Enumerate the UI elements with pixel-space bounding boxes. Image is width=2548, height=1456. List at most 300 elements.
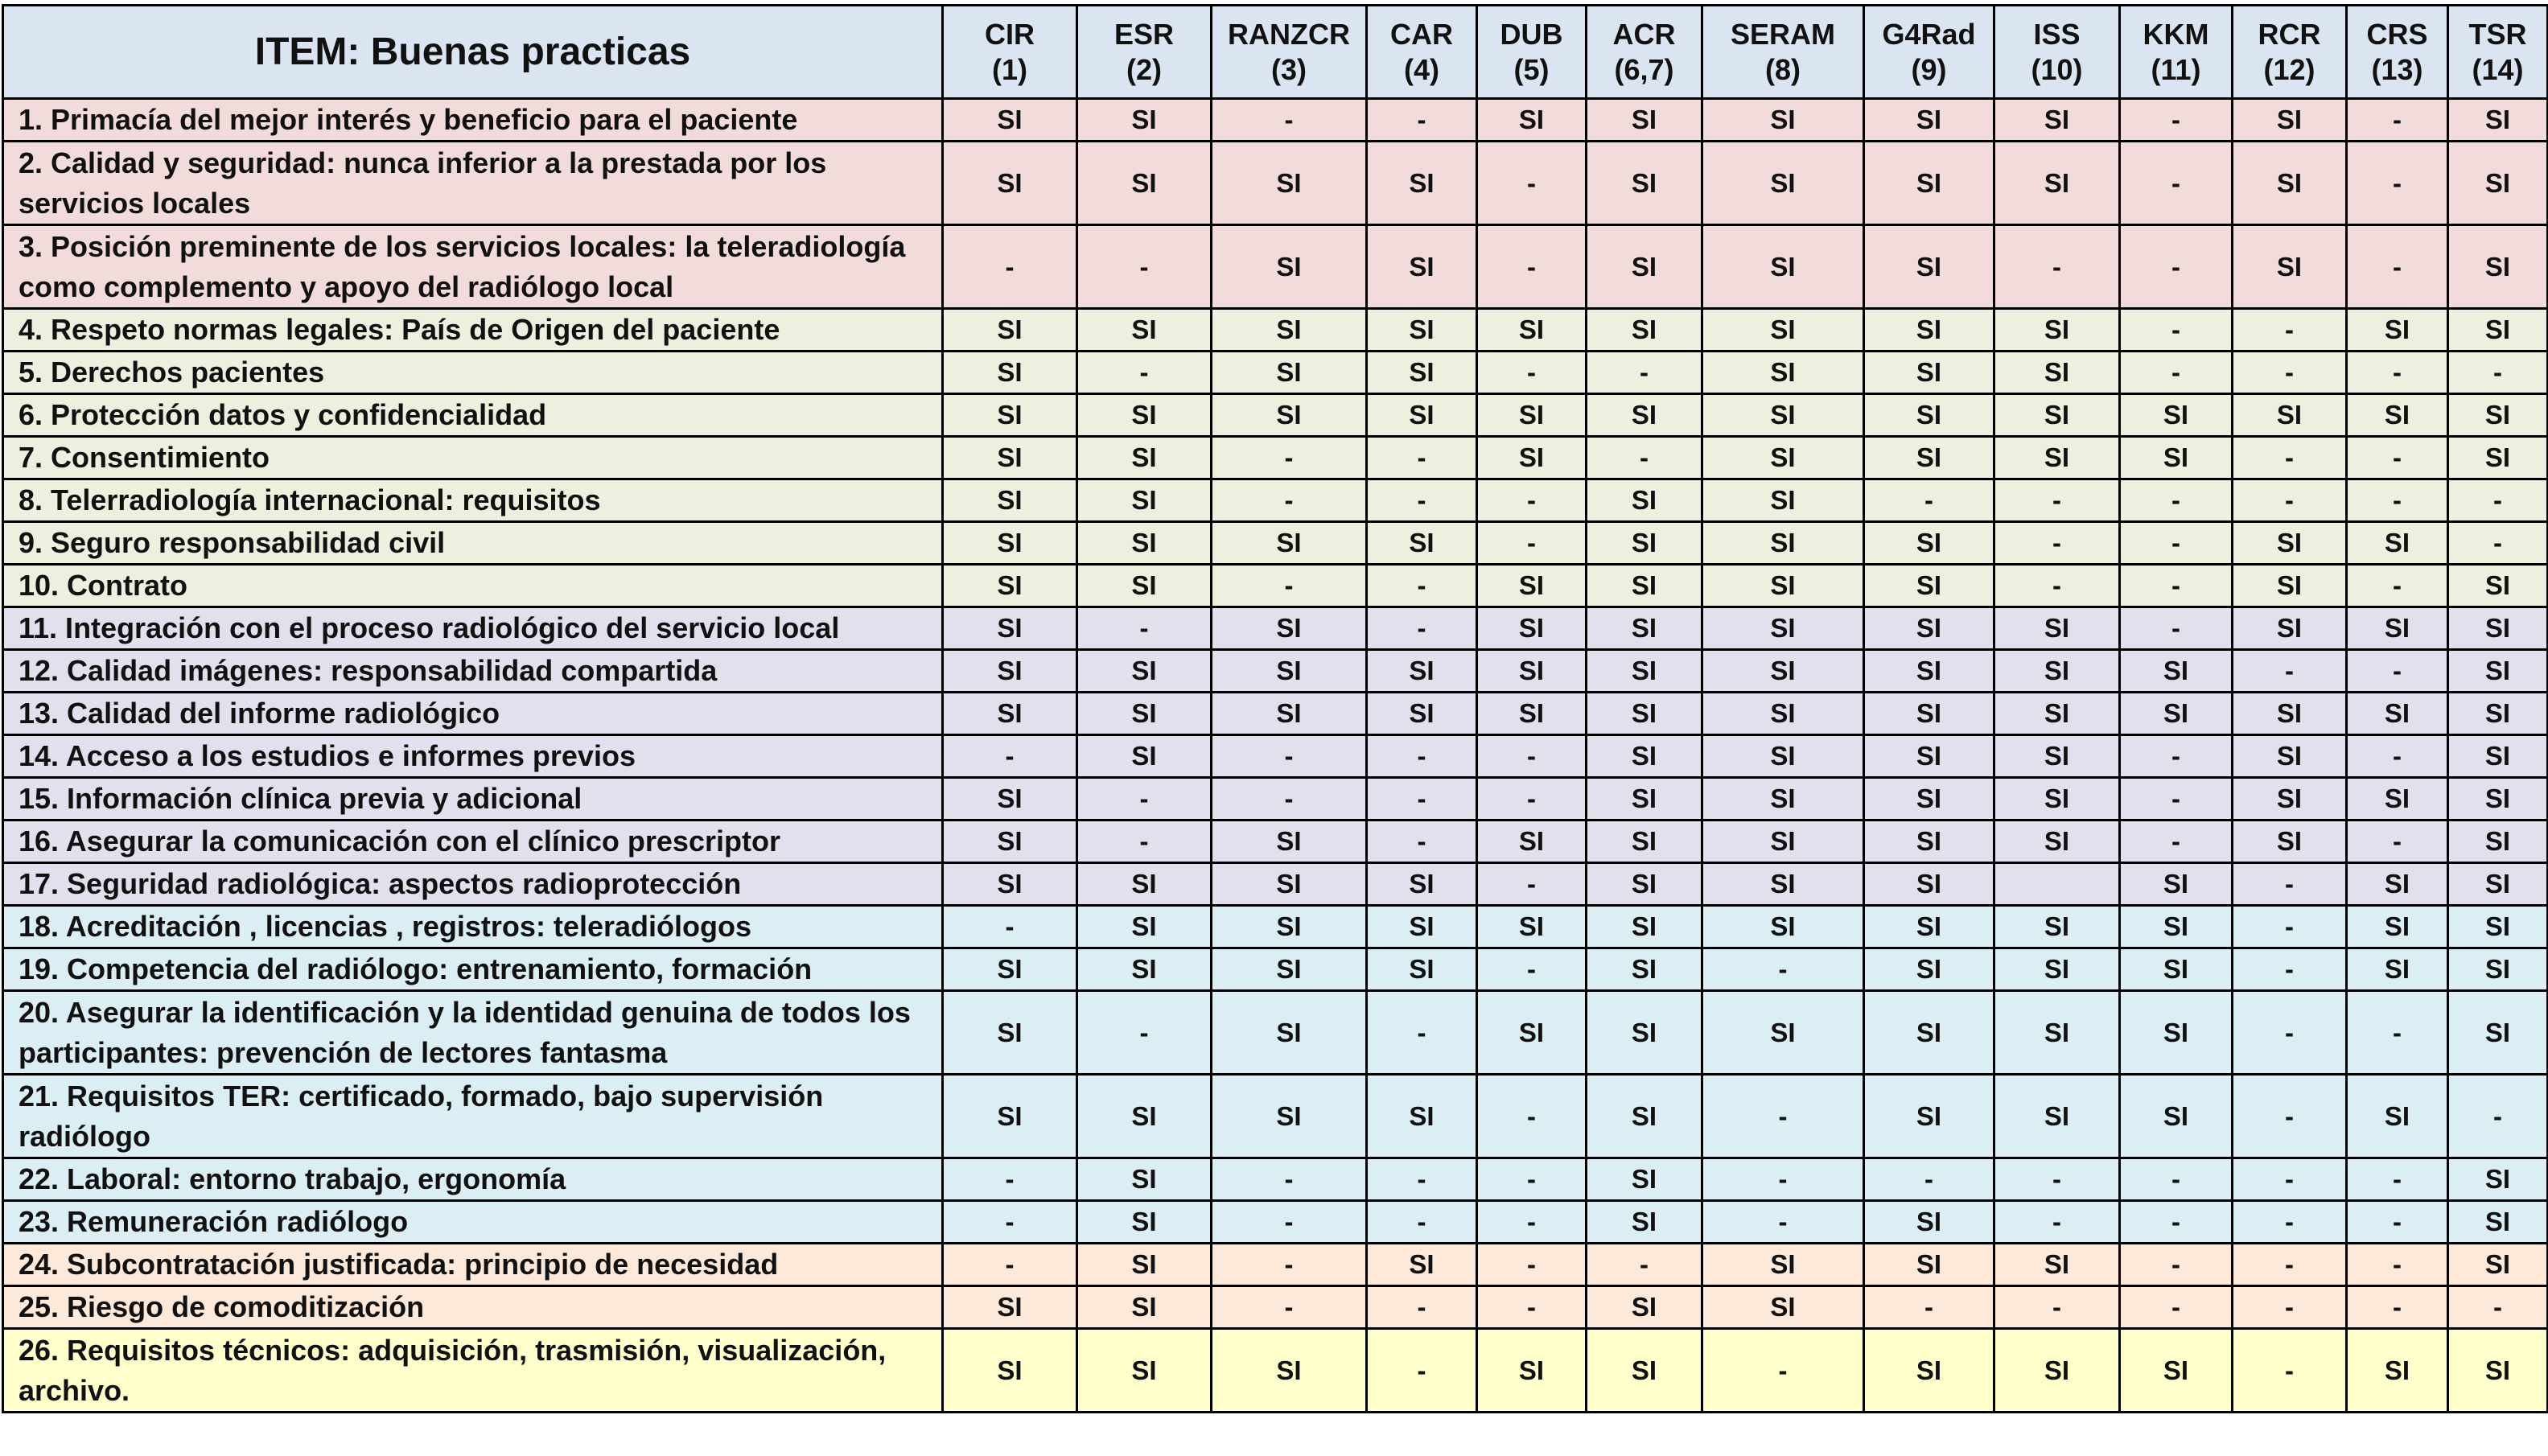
cell-g4rad: SI [1864,735,1994,778]
cell-dub: SI [1477,650,1587,693]
cell-ranzcr: SI [1212,693,1367,735]
cell-crs: SI [2347,522,2448,565]
cell-car: SI [1367,1244,1477,1286]
cell-crs: SI [2347,863,2448,906]
cell-crs: - [2347,225,2448,309]
cell-ranzcr: - [1212,99,1367,142]
cell-kkm: - [2120,821,2233,863]
cell-kkm: - [2120,1286,2233,1329]
cell-crs: - [2347,735,2448,778]
cell-kkm: SI [2120,906,2233,948]
table-row [3,1075,2548,1158]
cell-dub: SI [1477,437,1587,479]
cell-crs: - [2347,821,2448,863]
cell-rcr: - [2233,479,2347,522]
cell-iss: SI [1994,142,2120,225]
practices-table [2,4,2548,1413]
cell-tsr: SI [2448,142,2548,225]
cell-acr: SI [1587,778,1702,821]
column-header-dub [1477,6,1587,99]
cell-g4rad: SI [1864,778,1994,821]
cell-crs: SI [2347,778,2448,821]
cell-ranzcr: SI [1212,906,1367,948]
cell-seram: SI [1702,394,1864,437]
table-row [3,522,2548,565]
cell-esr: SI [1077,906,1212,948]
cell-esr: SI [1077,1329,1212,1413]
cell-seram: SI [1702,1244,1864,1286]
cell-dub: - [1477,1244,1587,1286]
cell-crs: SI [2347,693,2448,735]
cell-esr: SI [1077,1158,1212,1201]
cell-tsr: SI [2448,1201,2548,1244]
cell-rcr: SI [2233,607,2347,650]
cell-rcr: - [2233,309,2347,352]
cell-car: SI [1367,906,1477,948]
cell-g4rad: - [1864,1158,1994,1201]
table-row [3,906,2548,948]
cell-rcr: - [2233,650,2347,693]
item-label: 8. Telerradiología internacional: requisitos [3,479,943,522]
cell-kkm: - [2120,735,2233,778]
table-row [3,142,2548,225]
cell-kkm: SI [2120,650,2233,693]
item-label: 16. Asegurar la comunicación con el clínico prescriptor [3,821,943,863]
item-label: 25. Riesgo de comoditización [3,1286,943,1329]
cell-g4rad: SI [1864,394,1994,437]
cell-dub: - [1477,522,1587,565]
column-ref: (14) [2472,52,2524,86]
cell-car: - [1367,1201,1477,1244]
item-label: 7. Consentimiento [3,437,943,479]
item-label: 22. Laboral: entorno trabajo, ergonomía [3,1158,943,1201]
cell-rcr: - [2233,1286,2347,1329]
cell-tsr: SI [2448,906,2548,948]
cell-kkm: - [2120,1201,2233,1244]
cell-esr: SI [1077,437,1212,479]
cell-crs: - [2347,142,2448,225]
cell-rcr: SI [2233,821,2347,863]
cell-esr: SI [1077,142,1212,225]
column-name: CAR [1390,17,1453,51]
cell-esr: SI [1077,522,1212,565]
cell-car: SI [1367,1075,1477,1158]
cell-iss: - [1994,479,2120,522]
column-ref: (11) [2151,52,2201,86]
cell-seram: SI [1702,142,1864,225]
column-name: RCR [2258,17,2321,51]
cell-car: - [1367,565,1477,607]
cell-cir: SI [943,437,1077,479]
cell-acr: SI [1587,607,1702,650]
cell-seram: - [1702,948,1864,991]
cell-crs: - [2347,352,2448,394]
cell-seram: SI [1702,735,1864,778]
cell-car: - [1367,1158,1477,1201]
cell-tsr: SI [2448,607,2548,650]
cell-ranzcr: - [1212,1158,1367,1201]
item-label: 21. Requisitos TER: certificado, formado, bajo supervisión radiólogo [3,1075,943,1158]
cell-crs: - [2347,1244,2448,1286]
column-name: DUB [1500,17,1563,51]
cell-iss: SI [1994,778,2120,821]
cell-ranzcr: SI [1212,309,1367,352]
cell-dub: - [1477,735,1587,778]
cell-dub: SI [1477,1329,1587,1413]
cell-cir: SI [943,309,1077,352]
cell-car: - [1367,735,1477,778]
cell-kkm: SI [2120,948,2233,991]
cell-crs: SI [2347,309,2448,352]
cell-tsr: SI [2448,863,2548,906]
cell-kkm: - [2120,309,2233,352]
cell-tsr: - [2448,522,2548,565]
cell-seram: SI [1702,778,1864,821]
cell-crs: SI [2347,906,2448,948]
cell-esr: SI [1077,565,1212,607]
cell-g4rad: - [1864,1286,1994,1329]
cell-ranzcr: - [1212,735,1367,778]
cell-cir: - [943,1201,1077,1244]
column-header-ranzcr [1212,6,1367,99]
cell-car: SI [1367,309,1477,352]
cell-kkm: - [2120,607,2233,650]
table-row [3,352,2548,394]
cell-acr: SI [1587,863,1702,906]
cell-kkm: SI [2120,394,2233,437]
cell-ranzcr: SI [1212,225,1367,309]
cell-dub: SI [1477,821,1587,863]
cell-ranzcr: SI [1212,607,1367,650]
cell-car: - [1367,437,1477,479]
cell-ranzcr: - [1212,1244,1367,1286]
cell-car: - [1367,479,1477,522]
cell-cir: SI [943,352,1077,394]
cell-esr: SI [1077,1201,1212,1244]
cell-g4rad: SI [1864,437,1994,479]
cell-acr: SI [1587,565,1702,607]
cell-dub: SI [1477,99,1587,142]
cell-ranzcr: - [1212,778,1367,821]
cell-acr: SI [1587,1286,1702,1329]
cell-acr: SI [1587,479,1702,522]
cell-esr: SI [1077,693,1212,735]
cell-car: SI [1367,394,1477,437]
cell-car: SI [1367,522,1477,565]
cell-dub: - [1477,863,1587,906]
table-row [3,821,2548,863]
cell-tsr: SI [2448,821,2548,863]
column-ref: (10) [2031,52,2083,86]
cell-dub: - [1477,1201,1587,1244]
column-header-rcr [2233,6,2347,99]
cell-tsr: SI [2448,693,2548,735]
cell-cir: SI [943,99,1077,142]
cell-kkm: - [2120,225,2233,309]
cell-crs: - [2347,1158,2448,1201]
table-row [3,948,2548,991]
cell-tsr: SI [2448,1329,2548,1413]
cell-rcr: - [2233,948,2347,991]
cell-esr: - [1077,352,1212,394]
cell-esr: SI [1077,1286,1212,1329]
cell-seram: SI [1702,693,1864,735]
cell-iss: SI [1994,1244,2120,1286]
cell-cir: SI [943,948,1077,991]
practices-table-container [2,4,2546,1413]
cell-dub: - [1477,225,1587,309]
cell-iss: SI [1994,948,2120,991]
table-row [3,1201,2548,1244]
cell-crs: - [2347,479,2448,522]
item-label: 6. Protección datos y confidencialidad [3,394,943,437]
cell-cir: SI [943,1329,1077,1413]
cell-g4rad: SI [1864,991,1994,1075]
cell-car: - [1367,1286,1477,1329]
column-ref: (13) [2371,52,2423,86]
table-row [3,778,2548,821]
cell-g4rad: SI [1864,863,1994,906]
cell-kkm: - [2120,565,2233,607]
cell-acr: SI [1587,142,1702,225]
cell-esr: SI [1077,650,1212,693]
cell-kkm: - [2120,99,2233,142]
cell-car: SI [1367,948,1477,991]
cell-tsr: SI [2448,565,2548,607]
cell-rcr: SI [2233,394,2347,437]
cell-cir: SI [943,650,1077,693]
table-row [3,1244,2548,1286]
cell-ranzcr: SI [1212,394,1367,437]
cell-seram: SI [1702,309,1864,352]
cell-iss: SI [1994,607,2120,650]
column-name: CRS [2366,17,2428,51]
cell-g4rad: SI [1864,693,1994,735]
cell-acr: SI [1587,821,1702,863]
cell-cir: - [943,1244,1077,1286]
item-label: 3. Posición preminente de los servicios locales: la teleradiología como complemento y apoyo del radiólogo local [3,225,943,309]
column-name: KKM [2143,17,2209,51]
cell-tsr: SI [2448,948,2548,991]
cell-esr: SI [1077,1075,1212,1158]
cell-rcr: SI [2233,225,2347,309]
item-label: 4. Respeto normas legales: País de Origen del paciente [3,309,943,352]
cell-cir: SI [943,479,1077,522]
cell-g4rad: SI [1864,225,1994,309]
cell-iss: - [1994,225,2120,309]
cell-esr: SI [1077,948,1212,991]
cell-kkm: - [2120,522,2233,565]
cell-acr: SI [1587,522,1702,565]
cell-car: - [1367,821,1477,863]
item-label: 11. Integración con el proceso radiológico del servicio local [3,607,943,650]
cell-cir: - [943,1158,1077,1201]
column-name: G4Rad [1882,17,1976,51]
cell-esr: - [1077,225,1212,309]
cell-g4rad: SI [1864,1244,1994,1286]
cell-g4rad: SI [1864,142,1994,225]
cell-tsr: SI [2448,394,2548,437]
cell-cir: SI [943,1075,1077,1158]
cell-car: - [1367,607,1477,650]
cell-acr: SI [1587,906,1702,948]
cell-g4rad: SI [1864,607,1994,650]
column-header-esr [1077,6,1212,99]
cell-rcr: SI [2233,735,2347,778]
cell-kkm: - [2120,479,2233,522]
cell-cir: SI [943,1286,1077,1329]
cell-crs: - [2347,437,2448,479]
item-label: 5. Derechos pacientes [3,352,943,394]
cell-kkm: - [2120,778,2233,821]
cell-ranzcr: SI [1212,948,1367,991]
cell-acr: SI [1587,650,1702,693]
cell-acr: SI [1587,1158,1702,1201]
cell-tsr: SI [2448,309,2548,352]
cell-ranzcr: - [1212,479,1367,522]
cell-acr: SI [1587,948,1702,991]
cell-kkm: SI [2120,437,2233,479]
cell-ranzcr: - [1212,1286,1367,1329]
cell-acr: SI [1587,99,1702,142]
item-label: 10. Contrato [3,565,943,607]
column-header-cir [943,6,1077,99]
cell-esr: SI [1077,863,1212,906]
item-label: 15. Información clínica previa y adicional [3,778,943,821]
cell-ranzcr: - [1212,437,1367,479]
cell-kkm: - [2120,142,2233,225]
cell-cir: SI [943,778,1077,821]
cell-dub: - [1477,142,1587,225]
table-row [3,225,2548,309]
cell-kkm: SI [2120,1075,2233,1158]
column-name: ISS [2033,17,2081,51]
cell-esr: SI [1077,394,1212,437]
cell-acr: - [1587,437,1702,479]
table-row [3,735,2548,778]
cell-ranzcr: - [1212,565,1367,607]
cell-rcr: - [2233,863,2347,906]
cell-g4rad: SI [1864,522,1994,565]
table-row [3,693,2548,735]
cell-seram: SI [1702,99,1864,142]
cell-dub: - [1477,1075,1587,1158]
cell-g4rad: SI [1864,948,1994,991]
cell-acr: SI [1587,1075,1702,1158]
cell-crs: - [2347,650,2448,693]
cell-iss: SI [1994,1075,2120,1158]
cell-cir: SI [943,863,1077,906]
cell-ranzcr: SI [1212,991,1367,1075]
cell-dub: SI [1477,693,1587,735]
cell-tsr: - [2448,1286,2548,1329]
table-row [3,991,2548,1075]
cell-tsr: SI [2448,778,2548,821]
cell-dub: - [1477,1158,1587,1201]
column-name: ACR [1612,17,1676,51]
column-name: TSR [2468,17,2527,51]
cell-rcr: SI [2233,693,2347,735]
cell-car: SI [1367,863,1477,906]
cell-seram: SI [1702,991,1864,1075]
cell-seram: - [1702,1329,1864,1413]
column-name: SERAM [1730,17,1835,51]
cell-dub: SI [1477,607,1587,650]
cell-kkm: - [2120,352,2233,394]
cell-iss: SI [1994,991,2120,1075]
table-row [3,565,2548,607]
cell-seram: - [1702,1158,1864,1201]
column-name: RANZCR [1228,17,1350,51]
cell-esr: - [1077,607,1212,650]
cell-rcr: - [2233,906,2347,948]
cell-seram: SI [1702,352,1864,394]
cell-ranzcr: - [1212,1201,1367,1244]
table-row [3,1158,2548,1201]
cell-crs: - [2347,565,2448,607]
cell-seram: SI [1702,522,1864,565]
cell-dub: - [1477,1286,1587,1329]
cell-g4rad: SI [1864,1075,1994,1158]
cell-esr: SI [1077,735,1212,778]
cell-cir: SI [943,693,1077,735]
item-label: 18. Acreditación , licencias , registros: teleradiólogos [3,906,943,948]
column-header-acr [1587,6,1702,99]
cell-dub: SI [1477,991,1587,1075]
cell-rcr: - [2233,991,2347,1075]
cell-esr: - [1077,991,1212,1075]
cell-esr: - [1077,821,1212,863]
cell-rcr: - [2233,1244,2347,1286]
cell-car: SI [1367,693,1477,735]
cell-esr: SI [1077,99,1212,142]
cell-seram: SI [1702,906,1864,948]
cell-crs: SI [2347,948,2448,991]
cell-seram: - [1702,1201,1864,1244]
table-row [3,1286,2548,1329]
cell-tsr: SI [2448,225,2548,309]
cell-rcr: SI [2233,565,2347,607]
cell-dub: SI [1477,309,1587,352]
cell-g4rad: SI [1864,1329,1994,1413]
cell-cir: SI [943,394,1077,437]
column-header-car [1367,6,1477,99]
column-name: CIR [985,17,1035,51]
cell-tsr: SI [2448,1244,2548,1286]
cell-seram: SI [1702,437,1864,479]
cell-tsr: - [2448,1075,2548,1158]
column-ref: (8) [1765,52,1801,86]
cell-crs: - [2347,991,2448,1075]
column-header-iss [1994,6,2120,99]
cell-g4rad: SI [1864,1201,1994,1244]
cell-tsr: - [2448,479,2548,522]
cell-kkm: SI [2120,991,2233,1075]
table-row [3,437,2548,479]
cell-kkm: - [2120,1158,2233,1201]
cell-ranzcr: SI [1212,650,1367,693]
cell-crs: SI [2347,1075,2448,1158]
cell-rcr: SI [2233,142,2347,225]
cell-seram: SI [1702,565,1864,607]
table-body [3,99,2548,1413]
cell-cir: SI [943,522,1077,565]
cell-rcr: - [2233,352,2347,394]
cell-acr: SI [1587,309,1702,352]
cell-cir: SI [943,991,1077,1075]
cell-g4rad: SI [1864,309,1994,352]
cell-cir: - [943,735,1077,778]
